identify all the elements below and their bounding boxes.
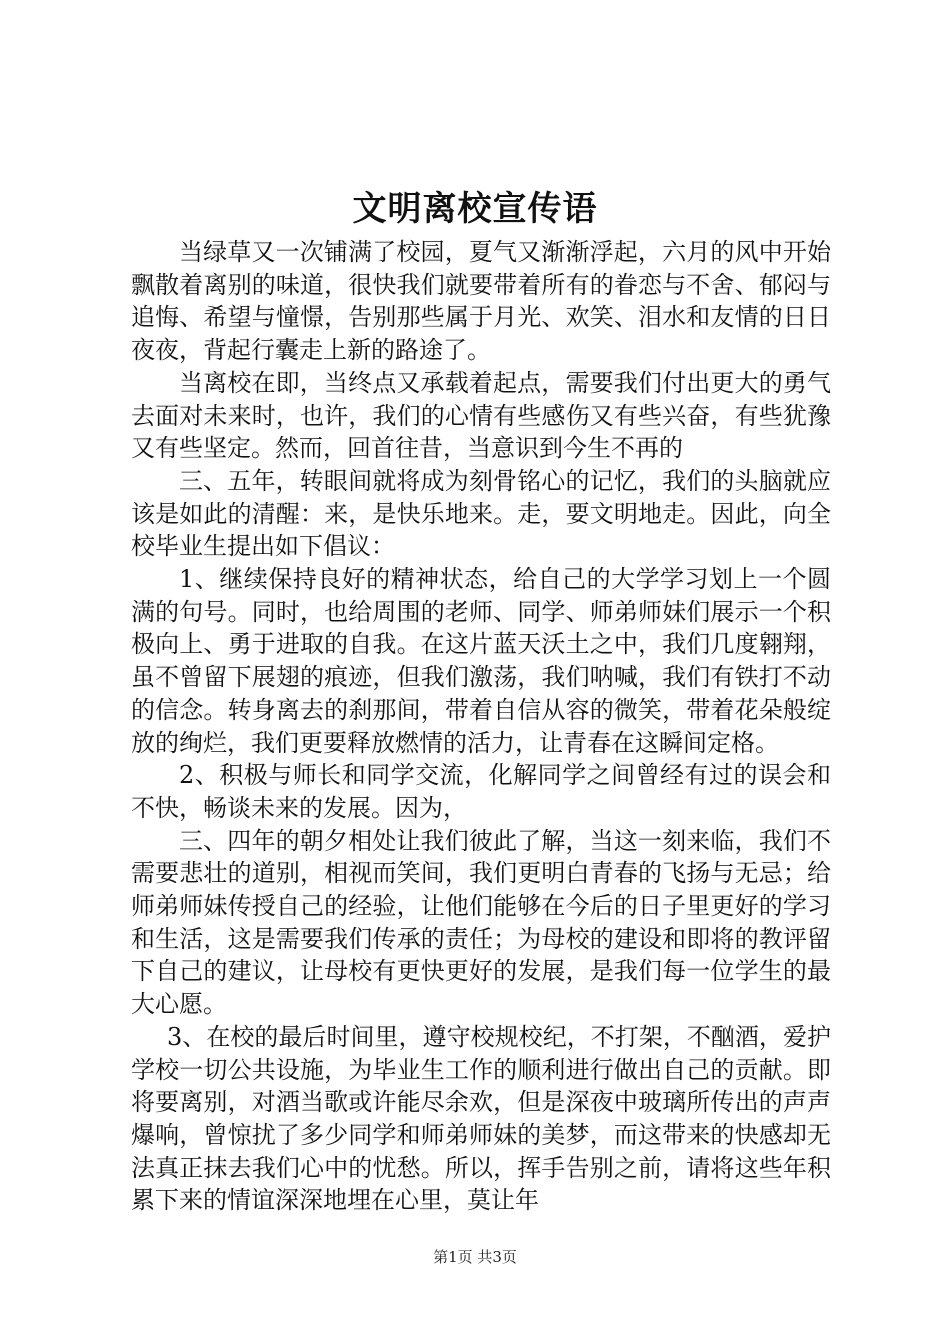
document-title: 文明离校宣传语 (352, 189, 598, 229)
paragraph-4: 1、继续保持良好的精神状态，给自己的大学学习划上一个圆满的句号。同时，也给周围的老师、同学、师弟师妹们展示一个积极向上、勇于进取的自我。在这片蓝天沃土之中，我们几度翱翔，虽不曾留下展翅的痕迹，但我们激荡，我们呐喊，我们有铁打不动的信念。转身离去的刹那间，带着自信从容的微笑，带着花朵般绽放的绚烂，我们更要释放燃情的活力，让青春在这瞬间定格。 (131, 565, 831, 757)
paragraph-6: 三、四年的朝夕相处让我们彼此了解，当这一刻来临，我们不需要悲壮的道别，相视而笑间，我们更明白青春的飞扬与无忌；给师弟师妹传授自己的经验，让他们能够在今后的日子里更好的学习和生活，这是需要我们传承的责任；为母校的建设和即将的教评留下自己的建议，让母校有更快更好的发展，是我们每一位学生的最大心愿。 (131, 826, 831, 1019)
paragraph-7: 3、在校的最后时间里，遵守校规校纪，不打架，不酗酒，爱护学校一切公共设施，为毕业生工作的顺利进行做出自己的贡献。即将要离别，对酒当歌或许能尽余欢，但是深夜中玻璃所传出的声声爆响，曾惊扰了多少同学和师弟师妹的美梦，而这带来的快感却无法真正抹去我们心中的忧愁。所以，挥手告别之前，请将这些年积累下来的情谊深深地埋在心里，莫让年 (131, 1022, 831, 1215)
page-footer: 第1页 共3页 (433, 1248, 517, 1266)
paragraph-5: 2、积极与师长和同学交流，化解同学之间曾经有过的误会和不快，畅谈未来的发展。因为， (131, 761, 831, 822)
paragraph-2: 当离校在即，当终点又承载着起点，需要我们付出更大的勇气去面对未来时，也许，我们的心情有些感伤又有些兴奋，有些犹豫又有些坚定。然而，回首往昔，当意识到今生不再的 (131, 368, 831, 463)
paragraph-3: 三、五年，转眼间就将成为刻骨铭心的记忆，我们的头脑就应该是如此的清醒：来，是快乐地来。走，要文明地走。因此，向全校毕业生提出如下倡议： (131, 466, 831, 561)
document-body (131, 236, 831, 1217)
paragraph-1: 当绿草又一次铺满了校园，夏气又渐渐浮起，六月的风中开始飘散着离别的味道，很快我们就要带着所有的眷恋与不舍、郁闷与追悔、希望与憧憬，告别那些属于月光、欢笑、泪水和友情的日日夜夜，背起行囊走上新的路途了。 (131, 238, 831, 365)
